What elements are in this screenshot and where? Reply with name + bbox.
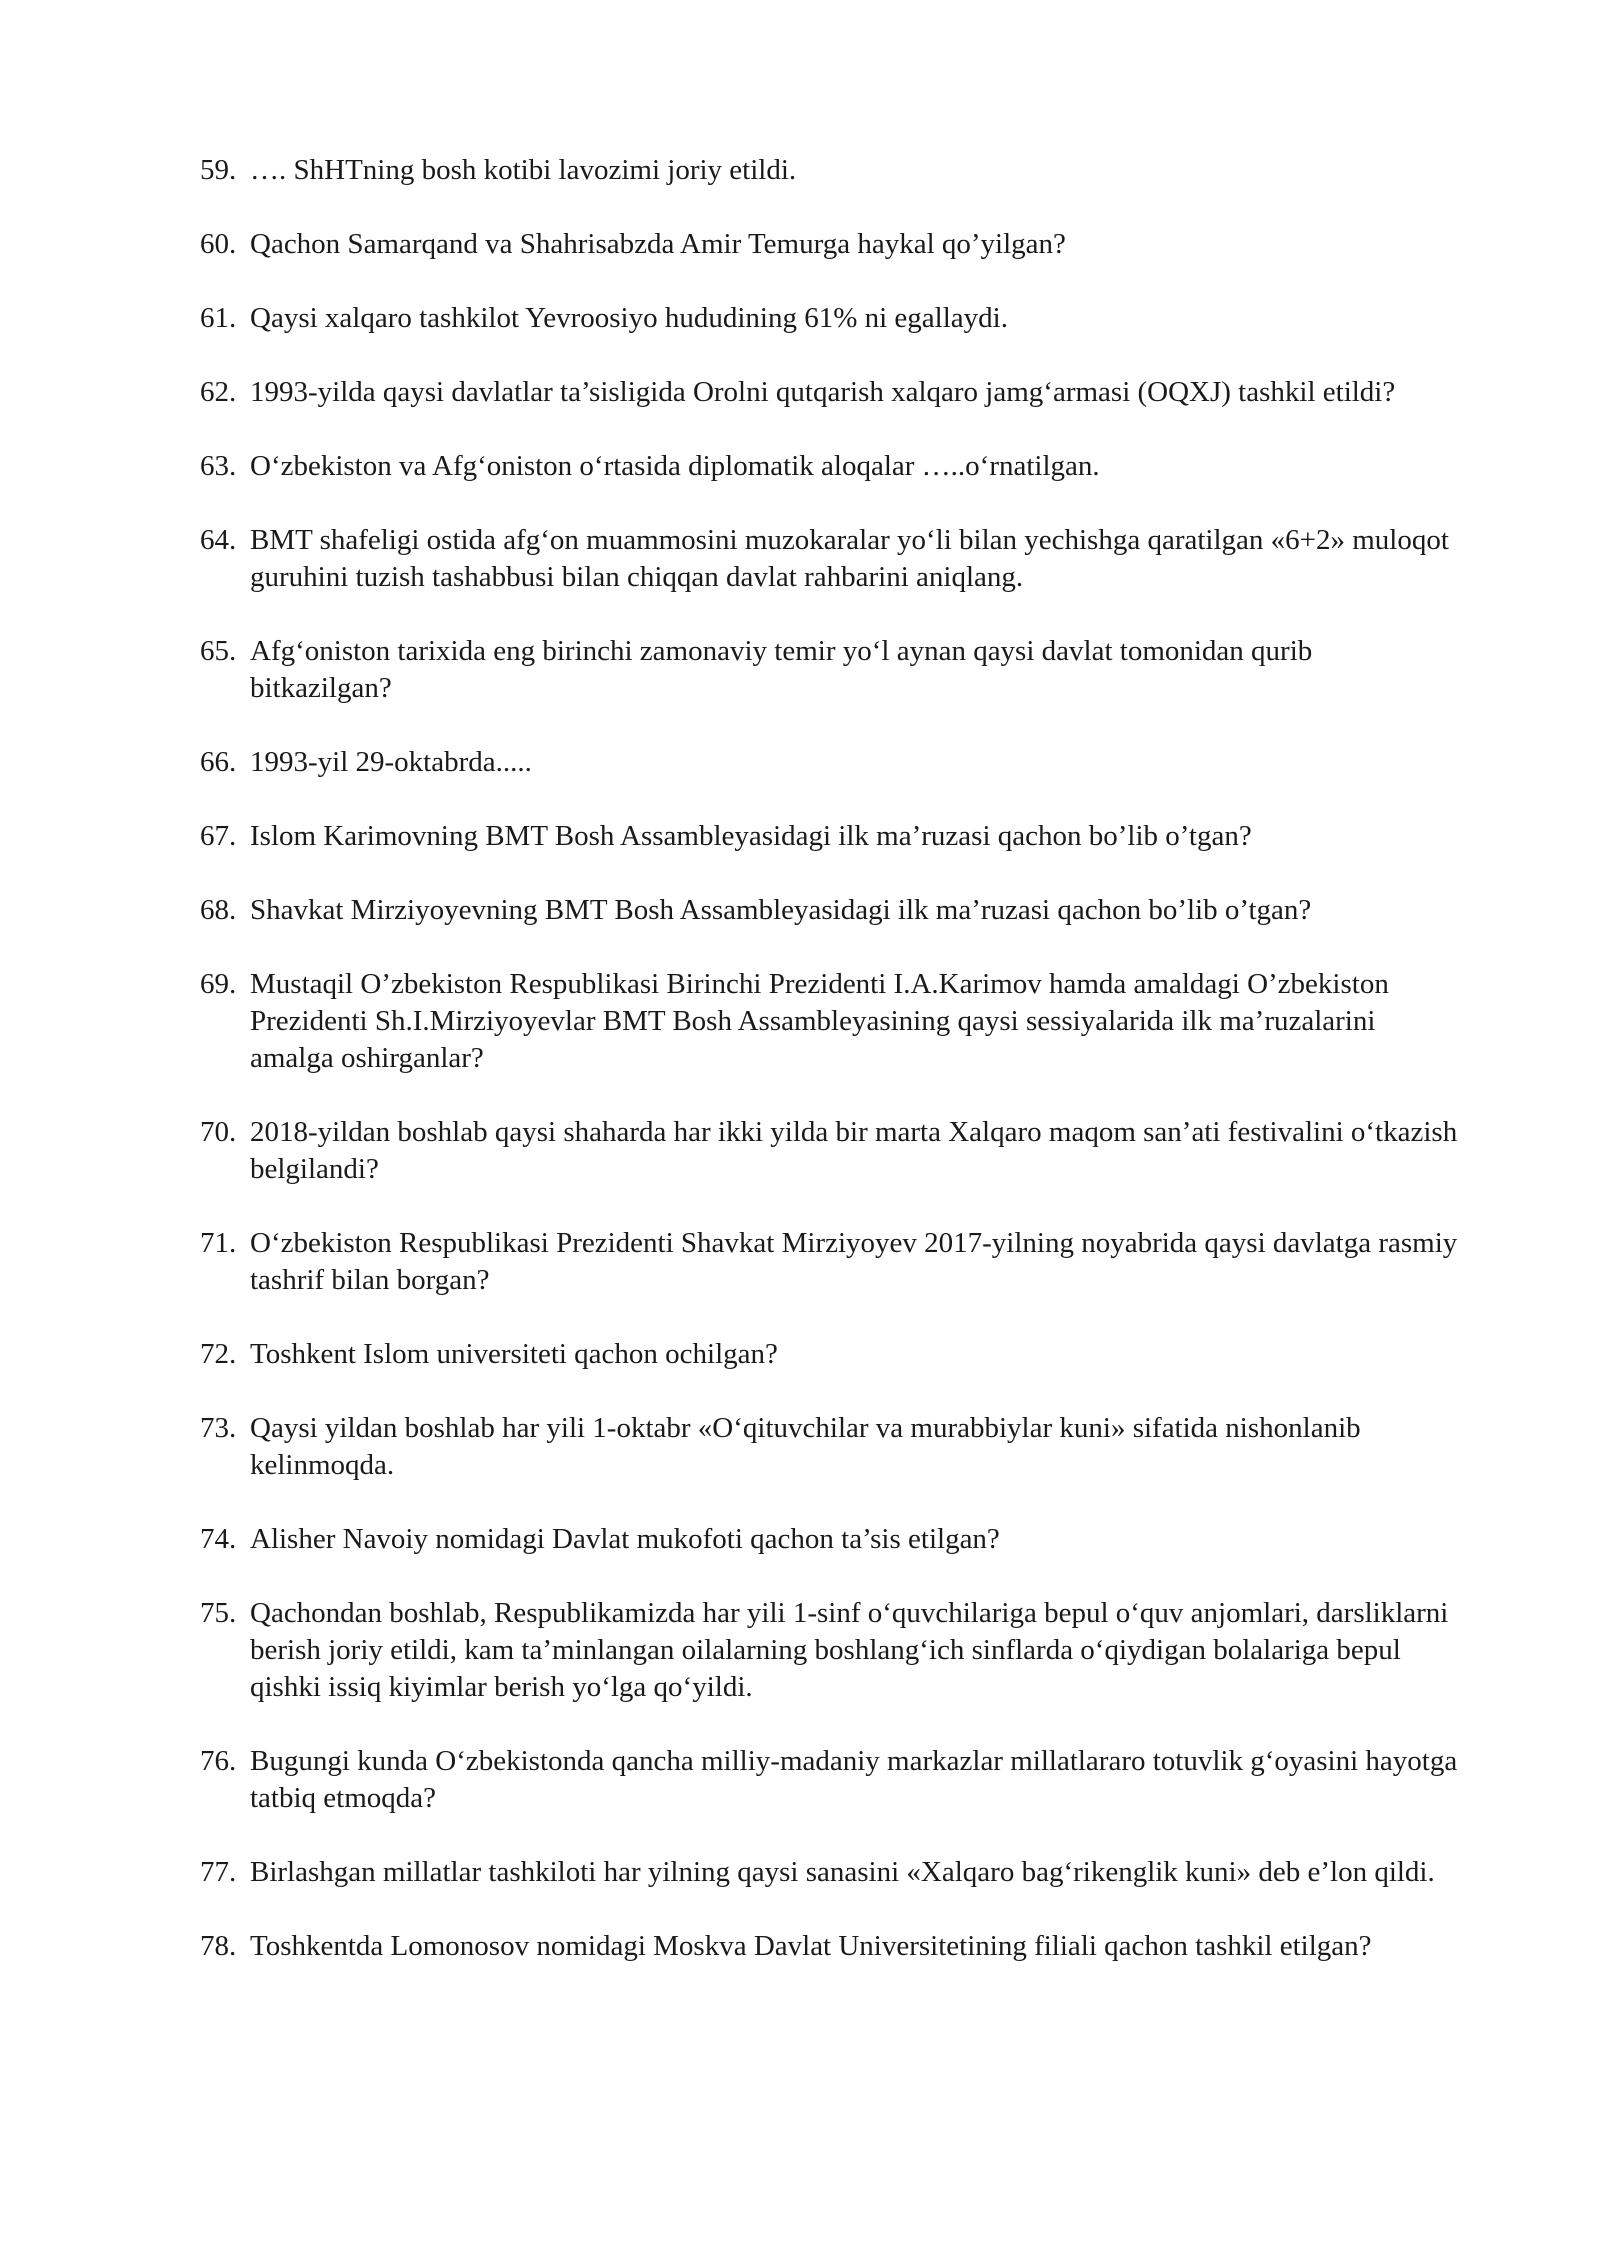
question-item — [200, 152, 1460, 189]
question-text: BMT shafeligi ostida afg‘on muammosini muzokaralar yo‘li bilan yechishga qaratilgan «6+2» muloqot guruhini tuzish tashabbusi bilan chiqqan davlat rahbarini aniqlang. — [250, 524, 1449, 593]
question-text: Mustaqil O’zbekiston Respublikasi Birinchi Prezidenti I.A.Karimov hamda amaldagi O’zbekiston Prezidenti Sh.I.Mirziyoyevlar BMT Bosh Assambleyasining qaysi sessiyalarida ilk ma’ruzalarini amalga oshirganlar? — [250, 968, 1389, 1074]
question-number: 64. — [200, 524, 237, 556]
question-number: 70. — [200, 1116, 237, 1148]
question-number: 74. — [200, 1523, 237, 1555]
question-text: …. ShHTning bosh kotibi lavozimi joriy etildi. — [250, 154, 797, 186]
question-text: Toshkent Islom universiteti qachon ochilgan? — [250, 1338, 778, 1370]
question-text: Qachondan boshlab, Respublikamizda har yili 1-sinf o‘quvchilariga bepul o‘quv anjomlari, darsliklarni berish joriy etildi, kam ta’minlangan oilalarning boshlang‘ich sinflarda o‘qiydigan bolalariga bepul qishki issiq kiyimlar berish yo‘lga qo‘yildi. — [250, 1597, 1449, 1703]
question-item — [200, 744, 1460, 781]
question-item — [200, 1336, 1460, 1373]
question-item — [200, 1928, 1460, 1965]
question-number: 65. — [200, 635, 237, 667]
question-item — [200, 300, 1460, 337]
question-item — [200, 448, 1460, 485]
question-item — [200, 1225, 1460, 1299]
question-item — [200, 1114, 1460, 1188]
question-text: Qaysi xalqaro tashkilot Yevroosiyo hududining 61% ni egallaydi. — [250, 302, 1008, 334]
question-text: Qachon Samarqand va Shahrisabzda Amir Temurga haykal qo’yilgan? — [250, 228, 1066, 260]
question-text: Qaysi yildan boshlab har yili 1-oktabr «O‘qituvchilar va murabbiylar kuni» sifatida nishonlanib kelinmoqda. — [250, 1412, 1361, 1481]
question-number: 61. — [200, 302, 237, 334]
question-item — [200, 1521, 1460, 1558]
question-number: 72. — [200, 1338, 237, 1370]
question-number: 68. — [200, 894, 237, 926]
question-number: 71. — [200, 1227, 237, 1259]
question-number: 66. — [200, 746, 237, 778]
question-text: Islom Karimovning BMT Bosh Assambleyasidagi ilk ma’ruzasi qachon bo’lib o’tgan? — [250, 820, 1252, 852]
question-item — [200, 633, 1460, 707]
question-item — [200, 966, 1460, 1077]
question-item — [200, 522, 1460, 596]
question-item — [200, 374, 1460, 411]
question-text: 2018-yildan boshlab qaysi shaharda har ikki yilda bir marta Xalqaro maqom san’ati festivalini o‘tkazish belgilandi? — [250, 1116, 1458, 1185]
question-text: 1993-yilda qaysi davlatlar ta’sisligida Orolni qutqarish xalqaro jamg‘armasi (OQXJ) tashkil etildi? — [250, 376, 1396, 408]
question-item — [200, 818, 1460, 855]
question-item — [200, 1595, 1460, 1706]
question-number: 60. — [200, 228, 237, 260]
question-number: 77. — [200, 1856, 237, 1888]
question-number: 69. — [200, 968, 237, 1000]
question-number: 63. — [200, 450, 237, 482]
question-number: 67. — [200, 820, 237, 852]
question-number: 59. — [200, 154, 237, 186]
question-item — [200, 1854, 1460, 1891]
question-text: 1993-yil 29-oktabrda..... — [250, 746, 532, 778]
question-text: Toshkentda Lomonosov nomidagi Moskva Davlat Universitetining filiali qachon tashkil etilgan? — [250, 1930, 1372, 1962]
question-text: Alisher Navoiy nomidagi Davlat mukofoti qachon ta’sis etilgan? — [250, 1523, 1000, 1555]
question-item — [200, 226, 1460, 263]
question-item — [200, 892, 1460, 929]
question-text: O‘zbekiston Respublikasi Prezidenti Shavkat Mirziyoyev 2017-yilning noyabrida qaysi davlatga rasmiy tashrif bilan borgan? — [250, 1227, 1458, 1296]
question-item — [200, 1410, 1460, 1484]
question-number: 76. — [200, 1745, 237, 1777]
question-item — [200, 1743, 1460, 1817]
question-list — [200, 152, 1460, 2002]
question-text: Birlashgan millatlar tashkiloti har yilning qaysi sanasini «Xalqaro bag‘rikenglik kuni» deb e’lon qildi. — [250, 1856, 1435, 1888]
question-text: Bugungi kunda O‘zbekistonda qancha milliy-madaniy markazlar millatlararo totuvlik g‘oyasini hayotga tatbiq etmoqda? — [250, 1745, 1458, 1814]
question-number: 75. — [200, 1597, 237, 1629]
question-text: Afg‘oniston tarixida eng birinchi zamonaviy temir yo‘l aynan qaysi davlat tomonidan qurib bitkazilgan? — [250, 635, 1313, 704]
question-number: 73. — [200, 1412, 237, 1444]
question-text: O‘zbekiston va Afg‘oniston o‘rtasida diplomatik aloqalar …..o‘rnatilgan. — [250, 450, 1100, 482]
question-number: 62. — [200, 376, 237, 408]
question-number: 78. — [200, 1930, 237, 1962]
question-text: Shavkat Mirziyoyevning BMT Bosh Assambleyasidagi ilk ma’ruzasi qachon bo’lib o’tgan? — [250, 894, 1312, 926]
